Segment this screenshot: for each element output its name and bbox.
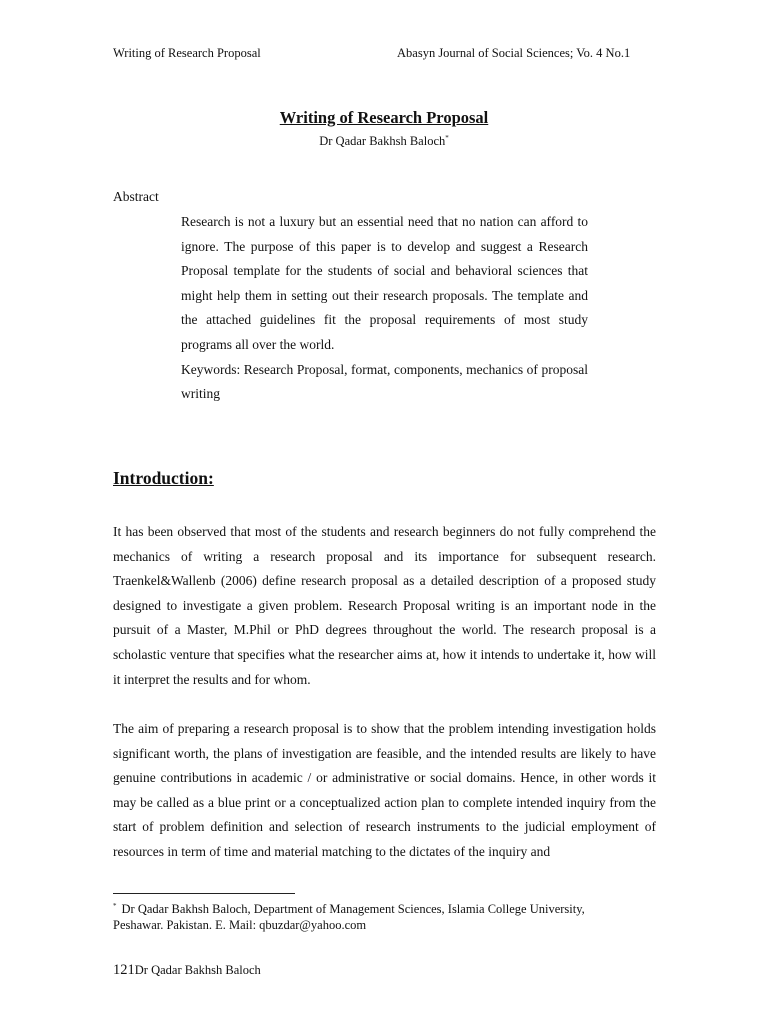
abstract-text: Research is not a luxury but an essential need that no nation can afford to ignore. The purpose of this paper is to develop and suggest a Research Proposal template for the students of social and behavioral sciences that might help them in setting out their research proposals. The template and the attached guidelines fit the proposal requirements of most study programs all over the world. <box>181 214 588 352</box>
intro-paragraph: It has been observed that most of the students and research beginners do not fully comprehend the mechanics of writing a research proposal and its importance for subsequent research. Traenkel&Wallenb (2006) define research proposal as a detailed description of a proposed study designed to investigate a given problem. Research Proposal writing is an important node in the pursuit of a Master, M.Phil or PhD degrees throughout the world. The research proposal is a scholastic venture that specifies what the researcher aims at, how it intends to undertake it, how will it interpret the results and for whom. <box>113 524 656 687</box>
page-number: 121 <box>113 962 135 978</box>
author-footnote-mark: * <box>445 134 449 142</box>
footnote-text: Dr Qadar Bakhsh Baloch, Department of Management Sciences, Islamia College University, Peshawar. Pakistan. E. Mail: qbuzdar@yahoo.com <box>113 902 585 933</box>
footnote-divider <box>113 893 295 894</box>
abstract-keywords: Keywords: Research Proposal, format, components, mechanics of proposal writing <box>181 361 588 402</box>
footnote-mark: * <box>113 902 117 910</box>
intro-paragraph: The aim of preparing a research proposal is to show that the problem intending investigation holds significant worth, the plans of investigation are feasible, and the intended results are likely to have genuine contributions in academic / or administrative or social domains. Hence, in other words it may be called as a blue print or a conceptualized action plan to complete intended inquiry from the start of problem definition and selection of research instruments to the judicial employment of resources in term of time and material matching to the dictates of the inquiry and <box>113 721 656 859</box>
abstract-body <box>181 210 588 407</box>
footer-author: Dr Qadar Bakhsh Baloch <box>134 963 261 977</box>
paper-title: Writing of Research Proposal <box>279 108 489 127</box>
page-footer <box>113 962 261 979</box>
abstract-label: Abstract <box>113 189 159 204</box>
section-heading-introduction: Introduction: <box>113 468 214 488</box>
footnote <box>113 898 633 933</box>
author-line <box>0 134 768 149</box>
running-header-title: Writing of Research Proposal <box>113 46 261 60</box>
running-header-journal: Abasyn Journal of Social Sciences; Vo. 4 No.1 <box>397 46 631 60</box>
author-name: Dr Qadar Bakhsh Baloch <box>319 134 446 149</box>
